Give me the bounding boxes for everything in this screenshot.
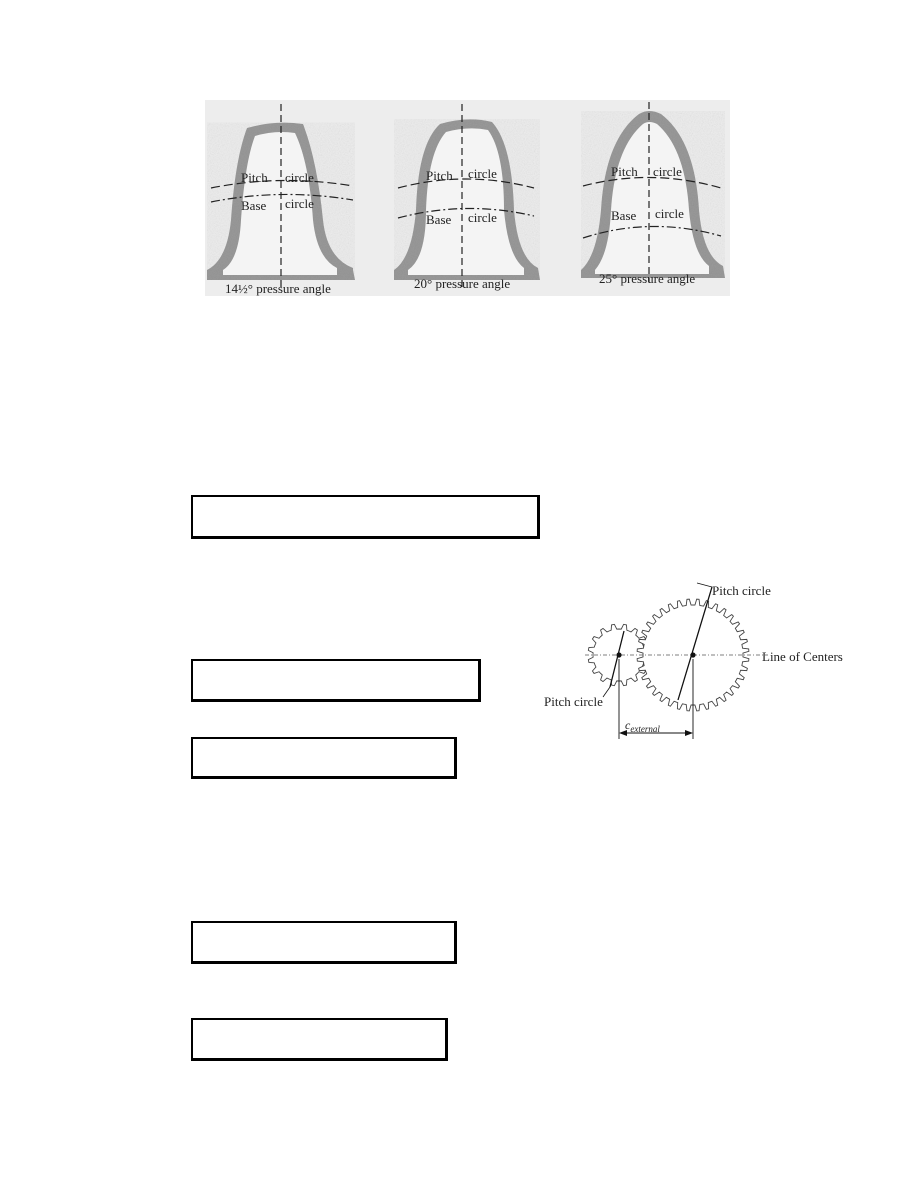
equation-box-4	[191, 921, 457, 964]
leader-small	[603, 687, 610, 697]
pitch-label-2: circle	[285, 170, 314, 185]
base-label: Base	[426, 212, 452, 227]
base-label-2: circle	[468, 210, 497, 225]
equation-box-3	[191, 737, 457, 779]
equation-box-2	[191, 659, 481, 702]
base-label: Base	[241, 198, 267, 213]
line-of-centers-label: Line of Centers	[762, 649, 843, 664]
caption-14-5: 14½° pressure angle	[225, 281, 331, 296]
caption-20: 20° pressure angle	[414, 276, 511, 291]
equation-box-1	[191, 495, 540, 539]
tooth-profiles-figure	[205, 100, 730, 296]
center-distance-sub: external	[630, 724, 660, 734]
base-label-2: circle	[285, 196, 314, 211]
base-label: Base	[611, 208, 637, 223]
pitch-label: Pitch	[426, 168, 453, 183]
pitch-label: Pitch	[241, 170, 268, 185]
pitch-circle-label-small: Pitch circle	[544, 694, 603, 709]
dim-arrow-right	[685, 730, 693, 736]
center-distance-label	[625, 718, 660, 734]
caption-25: 25° pressure angle	[599, 271, 696, 286]
gear-mesh-figure	[540, 575, 855, 745]
pitch-label: Pitch	[611, 164, 638, 179]
equation-box-5	[191, 1018, 448, 1061]
pitch-label-2: circle	[468, 166, 497, 181]
pitch-circle-label-large: Pitch circle	[712, 583, 771, 598]
leader-large	[697, 583, 712, 587]
base-label-2: circle	[655, 206, 684, 221]
center-distance-main: c	[625, 718, 631, 732]
pitch-label-2: circle	[653, 164, 682, 179]
